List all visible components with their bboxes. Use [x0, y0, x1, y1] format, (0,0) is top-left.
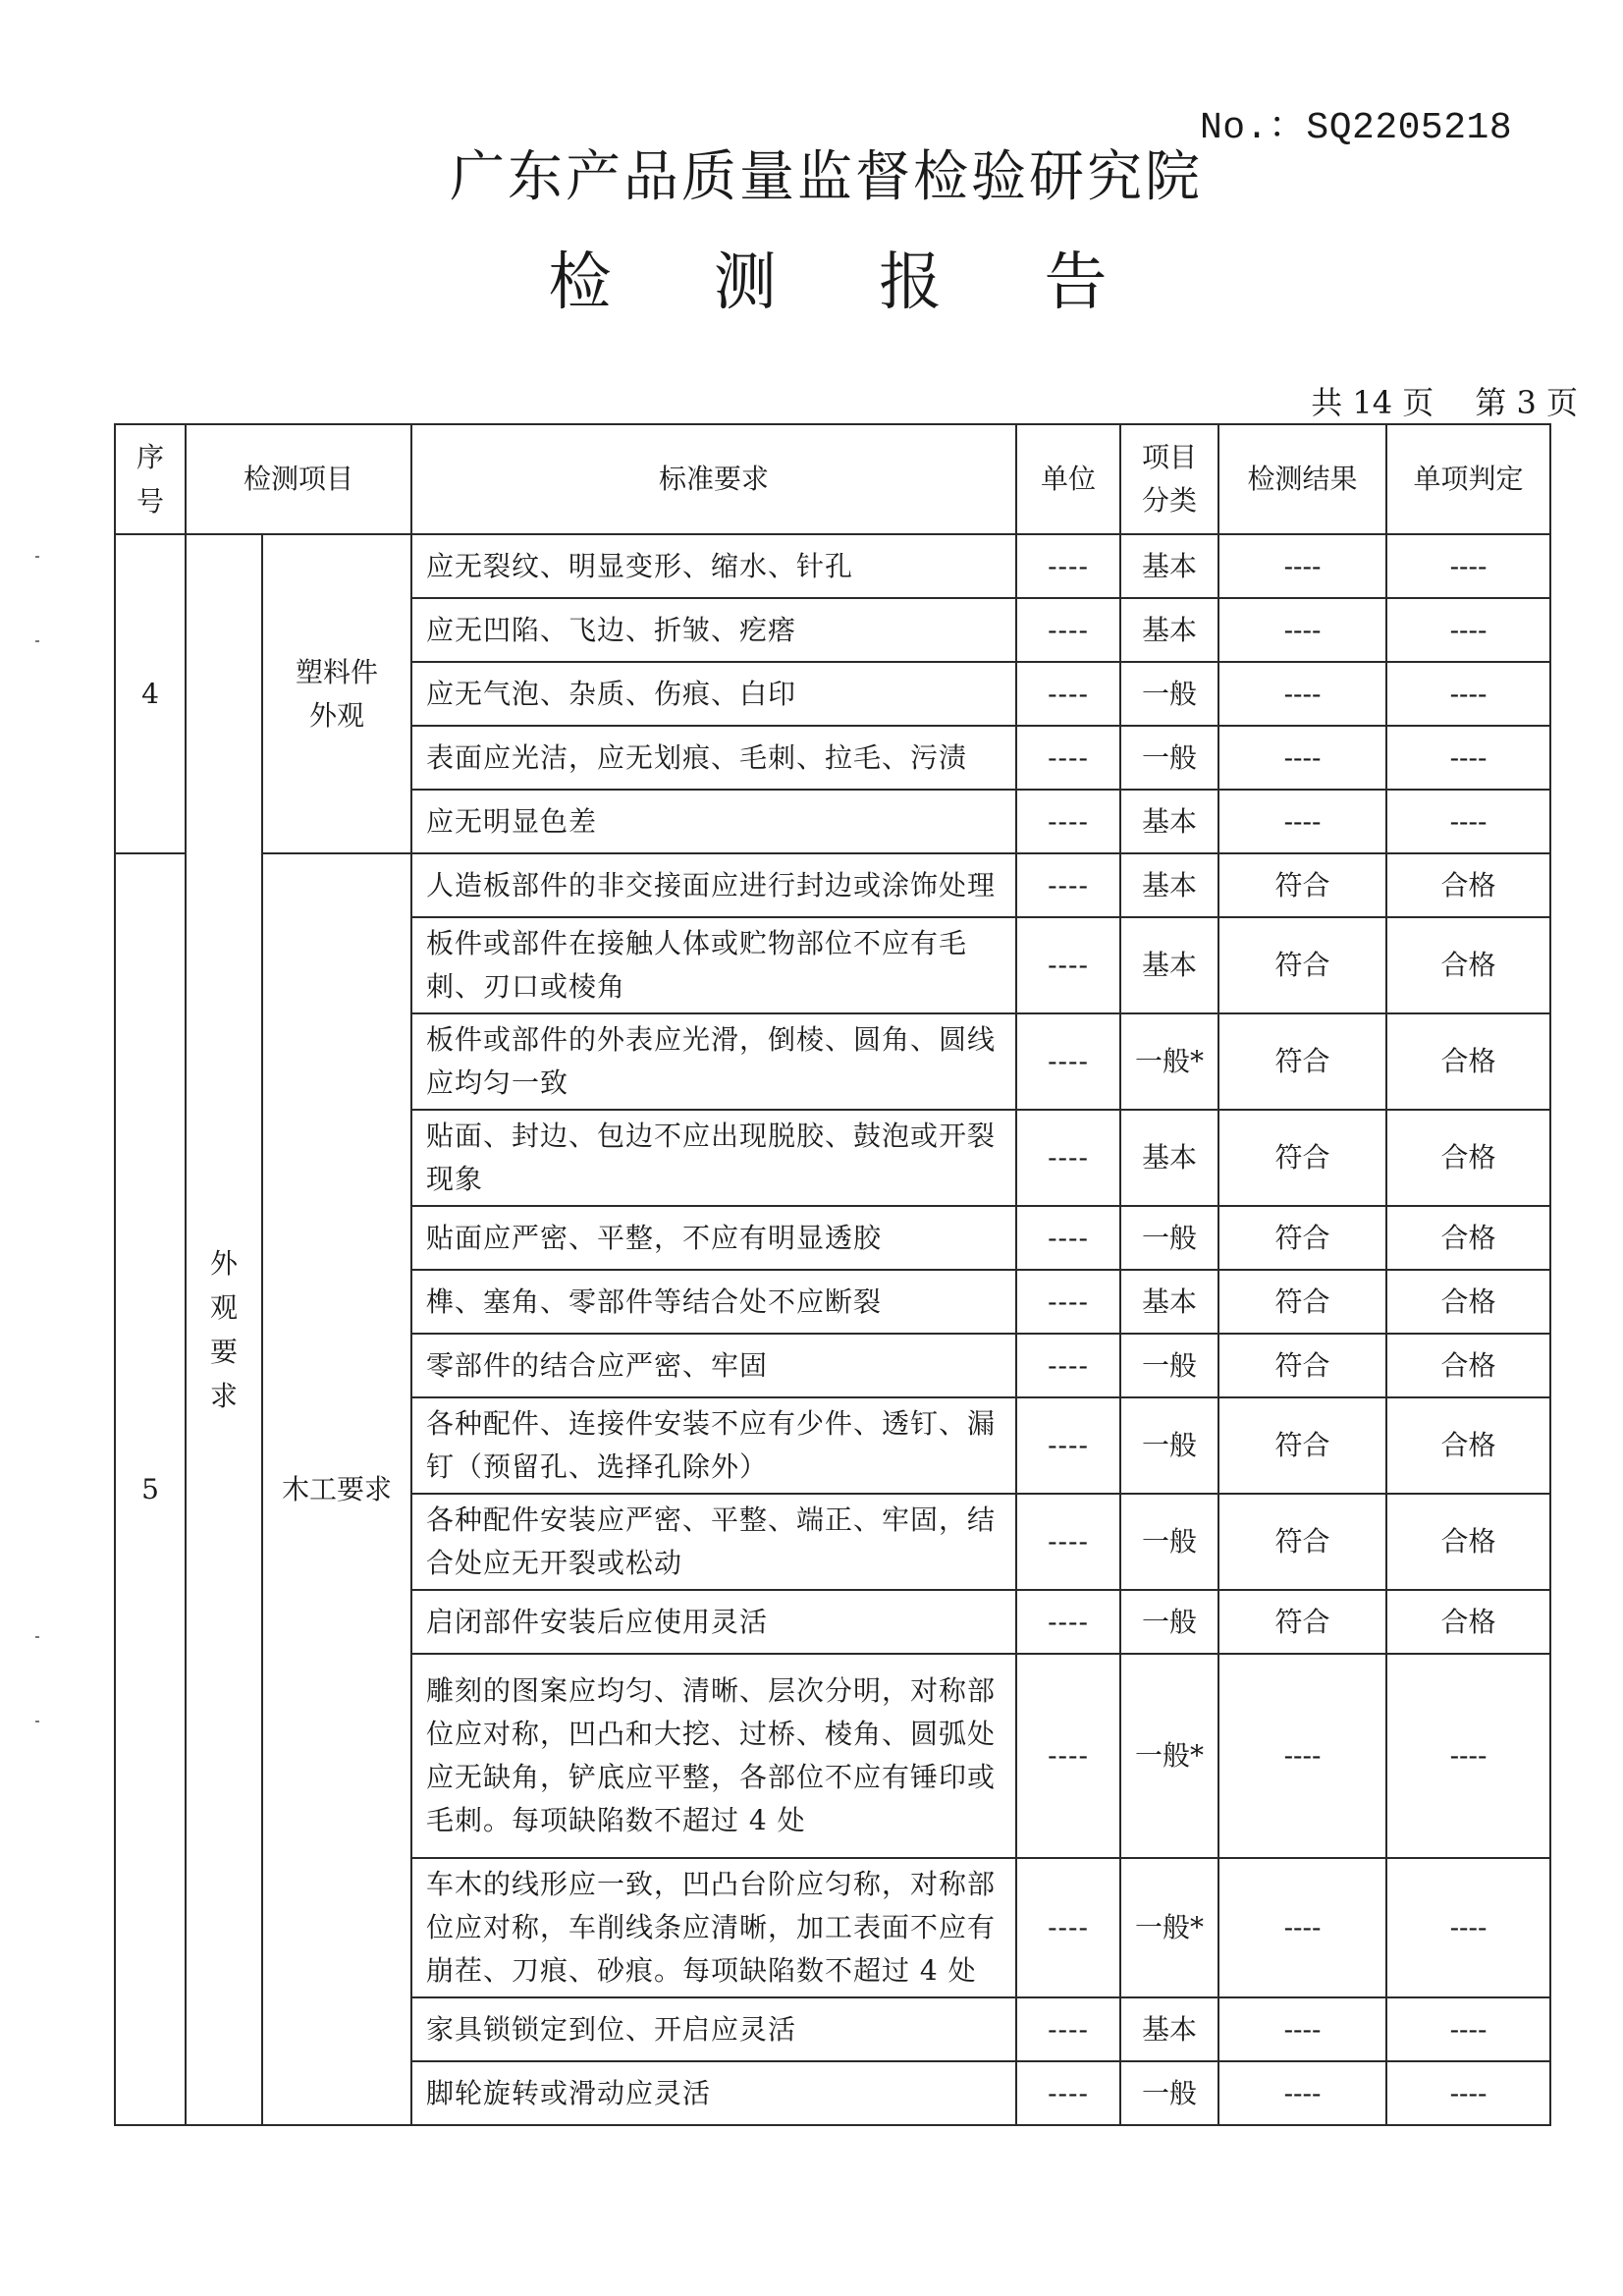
unit-cell: ---- — [1016, 790, 1120, 853]
verdict-cell: 合格 — [1386, 1013, 1550, 1110]
requirement-cell: 榫、塞角、零部件等结合处不应断裂 — [411, 1270, 1016, 1334]
scan-mark — [35, 1721, 39, 1722]
verdict-cell: ---- — [1386, 726, 1550, 790]
report-number: No.：SQ2205218 — [1200, 107, 1513, 149]
verdict-cell: ---- — [1386, 662, 1550, 726]
requirement-cell: 人造板部件的非交接面应进行封边或涂饰处理 — [411, 853, 1016, 917]
unit-cell: ---- — [1016, 1013, 1120, 1110]
category-cell: 一般 — [1120, 1590, 1218, 1654]
seq-cell: 5 — [115, 853, 186, 2125]
unit-cell: ---- — [1016, 1654, 1120, 1858]
result-cell: 符合 — [1218, 853, 1386, 917]
category-cell: 一般* — [1120, 1858, 1218, 1997]
requirement-cell: 各种配件、连接件安装不应有少件、透钉、漏钉（预留孔、选择孔除外） — [411, 1397, 1016, 1494]
requirement-cell: 应无裂纹、明显变形、缩水、针孔 — [411, 534, 1016, 598]
requirement-cell: 脚轮旋转或滑动应灵活 — [411, 2061, 1016, 2125]
result-cell: ---- — [1218, 2061, 1386, 2125]
table-row — [115, 853, 1550, 917]
category-cell: 一般 — [1120, 662, 1218, 726]
unit-cell: ---- — [1016, 2061, 1120, 2125]
verdict-cell: 合格 — [1386, 1494, 1550, 1590]
category-cell: 一般 — [1120, 1494, 1218, 1590]
category-cell: 一般 — [1120, 1206, 1218, 1270]
requirement-cell: 各种配件安装应严密、平整、端正、牢固，结合处应无开裂或松动 — [411, 1494, 1016, 1590]
unit-cell: ---- — [1016, 853, 1120, 917]
result-cell: ---- — [1218, 662, 1386, 726]
category-cell: 基本 — [1120, 534, 1218, 598]
verdict-cell: ---- — [1386, 790, 1550, 853]
unit-cell: ---- — [1016, 1110, 1120, 1206]
result-cell: 符合 — [1218, 1110, 1386, 1206]
category-cell: 一般 — [1120, 1397, 1218, 1494]
header-seq: 序号 — [115, 424, 186, 534]
verdict-cell: 合格 — [1386, 853, 1550, 917]
page-info — [1311, 378, 1578, 423]
requirement-cell: 应无凹陷、飞边、折皱、疙瘩 — [411, 598, 1016, 662]
header-requirement: 标准要求 — [411, 424, 1016, 534]
unit-cell: ---- — [1016, 662, 1120, 726]
result-cell: 符合 — [1218, 1270, 1386, 1334]
header-result: 检测结果 — [1218, 424, 1386, 534]
unit-cell: ---- — [1016, 598, 1120, 662]
total-pages: 共 14 页 — [1311, 384, 1434, 421]
result-cell: ---- — [1218, 726, 1386, 790]
requirement-cell: 应无气泡、杂质、伤痕、白印 — [411, 662, 1016, 726]
verdict-cell: 合格 — [1386, 1270, 1550, 1334]
seq-cell: 4 — [115, 534, 186, 853]
verdict-cell: ---- — [1386, 1997, 1550, 2061]
verdict-cell: 合格 — [1386, 1334, 1550, 1397]
category-cell: 基本 — [1120, 853, 1218, 917]
main-item-cell: 外观要求 — [186, 534, 262, 2125]
result-cell: 符合 — [1218, 1590, 1386, 1654]
inspection-table — [114, 423, 1551, 2126]
verdict-cell: 合格 — [1386, 1206, 1550, 1270]
requirement-cell: 应无明显色差 — [411, 790, 1016, 853]
verdict-cell: 合格 — [1386, 1397, 1550, 1494]
verdict-cell: ---- — [1386, 534, 1550, 598]
header-category: 项目分类 — [1120, 424, 1218, 534]
verdict-cell: 合格 — [1386, 917, 1550, 1013]
category-cell: 基本 — [1120, 917, 1218, 1013]
table-header-row — [115, 424, 1550, 534]
result-cell: 符合 — [1218, 1206, 1386, 1270]
verdict-cell: ---- — [1386, 1858, 1550, 1997]
unit-cell: ---- — [1016, 1494, 1120, 1590]
scan-mark — [35, 556, 39, 558]
result-cell: ---- — [1218, 1858, 1386, 1997]
requirement-cell: 贴面、封边、包边不应出现脱胶、鼓泡或开裂现象 — [411, 1110, 1016, 1206]
requirement-cell: 雕刻的图案应均匀、清晰、层次分明，对称部位应对称，凹凸和大挖、过桥、棱角、圆弧处应无缺角，铲底应平整，各部位不应有锤印或毛刺。每项缺陷数不超过 4 处 — [411, 1654, 1016, 1858]
requirement-cell: 表面应光洁，应无划痕、毛刺、拉毛、污渍 — [411, 726, 1016, 790]
result-cell: 符合 — [1218, 917, 1386, 1013]
category-cell: 一般 — [1120, 1334, 1218, 1397]
unit-cell: ---- — [1016, 1590, 1120, 1654]
unit-cell: ---- — [1016, 1334, 1120, 1397]
result-cell: 符合 — [1218, 1334, 1386, 1397]
header-unit: 单位 — [1016, 424, 1120, 534]
category-cell: 基本 — [1120, 1110, 1218, 1206]
category-cell: 一般 — [1120, 726, 1218, 790]
result-cell: 符合 — [1218, 1013, 1386, 1110]
result-cell: ---- — [1218, 598, 1386, 662]
requirement-cell: 贴面应严密、平整，不应有明显透胶 — [411, 1206, 1016, 1270]
institute-name: 广东产品质量监督检验研究院 — [450, 145, 1203, 209]
category-cell: 基本 — [1120, 598, 1218, 662]
verdict-cell: ---- — [1386, 2061, 1550, 2125]
category-cell: 一般* — [1120, 1654, 1218, 1858]
result-cell: ---- — [1218, 1997, 1386, 2061]
report-title: 检 测 报 告 — [548, 246, 1149, 319]
sub-item-cell: 木工要求 — [262, 853, 411, 2125]
category-cell: 基本 — [1120, 1997, 1218, 2061]
scan-mark — [35, 640, 39, 642]
requirement-cell: 车木的线形应一致，凹凸台阶应匀称，对称部位应对称，车削线条应清晰，加工表面不应有崩茬、刀痕、砂痕。每项缺陷数不超过 4 处 — [411, 1858, 1016, 1997]
result-cell: 符合 — [1218, 1397, 1386, 1494]
table-row — [115, 534, 1550, 598]
requirement-cell: 板件或部件的外表应光滑，倒棱、圆角、圆线应均匀一致 — [411, 1013, 1016, 1110]
category-cell: 一般 — [1120, 2061, 1218, 2125]
header-verdict: 单项判定 — [1386, 424, 1550, 534]
current-page: 第 3 页 — [1475, 384, 1578, 421]
verdict-cell: ---- — [1386, 598, 1550, 662]
unit-cell: ---- — [1016, 1270, 1120, 1334]
verdict-cell: 合格 — [1386, 1110, 1550, 1206]
result-cell: ---- — [1218, 790, 1386, 853]
category-cell: 基本 — [1120, 790, 1218, 853]
unit-cell: ---- — [1016, 1397, 1120, 1494]
result-cell: 符合 — [1218, 1494, 1386, 1590]
result-cell: ---- — [1218, 1654, 1386, 1858]
requirement-cell: 启闭部件安装后应使用灵活 — [411, 1590, 1016, 1654]
category-cell: 基本 — [1120, 1270, 1218, 1334]
result-cell: ---- — [1218, 534, 1386, 598]
unit-cell: ---- — [1016, 1997, 1120, 2061]
unit-cell: ---- — [1016, 1206, 1120, 1270]
unit-cell: ---- — [1016, 534, 1120, 598]
verdict-cell: ---- — [1386, 1654, 1550, 1858]
requirement-cell: 家具锁锁定到位、开启应灵活 — [411, 1997, 1016, 2061]
unit-cell: ---- — [1016, 1858, 1120, 1997]
scan-mark — [35, 1636, 39, 1638]
sub-item-cell: 塑料件外观 — [262, 534, 411, 853]
category-cell: 一般* — [1120, 1013, 1218, 1110]
unit-cell: ---- — [1016, 917, 1120, 1013]
requirement-cell: 零部件的结合应严密、牢固 — [411, 1334, 1016, 1397]
verdict-cell: 合格 — [1386, 1590, 1550, 1654]
header-item: 检测项目 — [186, 424, 411, 534]
requirement-cell: 板件或部件在接触人体或贮物部位不应有毛刺、刃口或棱角 — [411, 917, 1016, 1013]
unit-cell: ---- — [1016, 726, 1120, 790]
